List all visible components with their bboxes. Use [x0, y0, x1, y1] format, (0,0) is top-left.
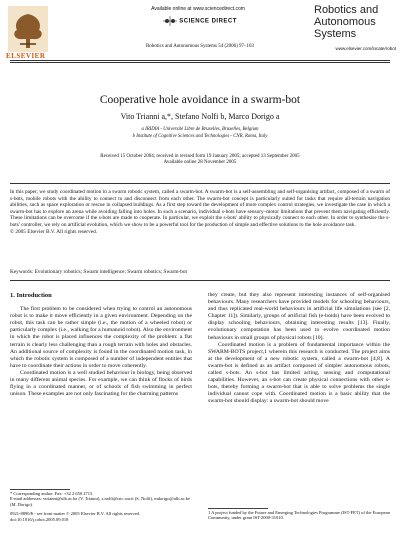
paragraph: Coordinated motion is a well studied behaviour in biology, being observed in many different animal species. For example, we can think of flocks of birds flying in a coordinated manner, or of schools of fish swimming in perfect unison. These examples are not only fascinating for the charming patterns	[10, 369, 192, 398]
journal-title-line: Autonomous	[314, 16, 376, 28]
right-column	[208, 292, 390, 406]
section-heading: 1. Introduction	[10, 292, 52, 299]
article-authors: Vito Trianni a,*, Stefano Nolfi b, Marco Dorigo a	[120, 112, 280, 121]
journal-title	[314, 4, 396, 40]
abstract-bottom-rule	[10, 280, 390, 281]
sciencedirect-label: SCIENCE DIRECT	[179, 18, 237, 25]
keywords: Keywords: Evolutionary robotics; Swarm intelligence; Swarm robotics; Swarm-bot	[10, 269, 187, 275]
abstract-top-rule	[10, 183, 390, 184]
footnote-rule-right	[208, 508, 268, 509]
journal-title-line: Systems	[314, 28, 357, 40]
elsevier-tree-logo	[8, 6, 48, 52]
left-column	[10, 292, 192, 398]
doi-line[interactable]: doi:10.1016/j.robot.2005.09.018	[10, 516, 69, 522]
footnote-emails: E-mail addresses: vtrianni@ulb.ac.be (V. Trianni), s.nolfi@istc.cnr.it (S. Nolfi), mdorigo@ulb.ac.be (M. Dorigo).	[10, 496, 190, 507]
footnote-rule-left	[10, 489, 70, 490]
abstract	[10, 189, 390, 235]
right-footnote: 1 A project funded by the Future and Emerging Technologies Programme (IST-FET) of the European Community, under grant IST-2000-31010.	[208, 510, 390, 521]
available-online-text: Available online at www.sciencedirect.com	[151, 6, 245, 12]
received-dates	[0, 154, 400, 166]
available-line: Available online 28 November 2005	[163, 160, 237, 165]
sciencedirect-mark-icon	[163, 16, 177, 26]
journal-url[interactable]: www.elsevier.com/locate/robot	[335, 46, 396, 51]
journal-title-line: Robotics and	[314, 4, 379, 16]
paragraph: they create, but they also represent interesting instances of self-organised behaviours. Many researchers have provided models for schooling behaviours, and thus replicated real-world behaviours in artificial life simulations (see [2, Chapter 11]). Similarly, groups of artificial fish (e-boids) have been evolved to display schooling behaviours, obtaining interesting results [13]. Finally, evolutionary computation has been used to evolve coordinated motion behaviours in small groups of physical robots [10].	[208, 292, 390, 341]
affiliation-a: a IRIDIA - Université Libre de Bruxelles, Bruxelles, Belgium	[141, 127, 259, 132]
left-footnotes	[10, 491, 192, 522]
publisher-name: ELSEVIER	[6, 52, 46, 60]
article-title: Cooperative hole avoidance in a swarm-bot	[99, 94, 301, 106]
copyright-line: © 2005 Elsevier B.V. All rights reserved.	[10, 228, 98, 235]
front-matter-line: 0921-8890/$ - see front matter © 2005 Elsevier B.V. All rights reserved.	[10, 511, 141, 517]
received-line: Received 15 October 2004; received in revised form 19 January 2005; accepted 13 September 2005	[100, 154, 300, 159]
header-rule	[10, 60, 390, 61]
paragraph: Coordinated motion is a problem of fundamental importance within the SWARM-BOTS project,1 wherein this research is conducted. The project aims at the development of a new robotic system, called a swarm-bot [4,8]. A swarm-bot is defined as an artifact composed of simpler autonomous robots, called s-bots. An s-bot has limited acting, sensing and computational capabilities. However, an s-bot can create physical connections with other s-bots, thereby forming a swarm-bot that is able to solve problems the single individual cannot cope with. Coordinated motion is a basic ability that the swarm-bot should display: a swarm-bot should move	[208, 341, 390, 405]
footnote-corresponding: * Corresponding author. Fax: +32 2 650 2715.	[10, 491, 94, 496]
journal-citation: Robotics and Autonomous Systems 54 (2006) 97–103	[145, 44, 255, 49]
header-rule-thin	[10, 62, 390, 63]
abstract-text: In this paper, we study coordinated motion in a swarm robotic system, called a swarm-bot. A swarm-bot is a self-assembling and self-organising artifact, composed of a swarm of s-bots, mobile robots with the ability to connect to and disconnect from each other. The swarm-bot concept is particularly suited for tasks that require all-terrain navigation abilities, such as space exploration or rescue in collapsed buildings. As a first step toward the development of more complex control strategies, we investigate the case in which a swarm-bot has to explore an arena while avoiding falling into holes. In such a scenario, individual s-bots have sensory–motor limitations that prevent them navigating efficiently. These limitations can be overcome if the s-bots are made to cooperate. In particular, we exploit the s-bots' ability to physically connect to each other. In order to synthesise the s-bots' controller, we rely on artificial evolution, which we show to be a powerful tool for the production of simple and effective solutions to the hole avoidance task.	[10, 189, 390, 228]
affiliation-b: b Institute of Cognitive Sciences and Technologies - CNR, Roma, Italy	[132, 134, 268, 139]
sciencedirect-logo	[130, 16, 270, 26]
paragraph: The first problem to be considered when trying to control an autonomous robot is to make it move efficiently in a given environment. Depending on the robot, this task can be rather simple (i.e., the motion of a wheeled robot) or particularly complex (i.e., walking for a humanoid robot). Also the environment in which the robot is placed influences the complexity of the problem: a flat terrain is clearly less challenging than a rough terrain with holes and obstacles. An additional source of complexity is found in the coordinated motion task, in which the robotic system is composed of a number of independent entities that have to coordinate their actions in order to move coherently.	[10, 306, 192, 369]
